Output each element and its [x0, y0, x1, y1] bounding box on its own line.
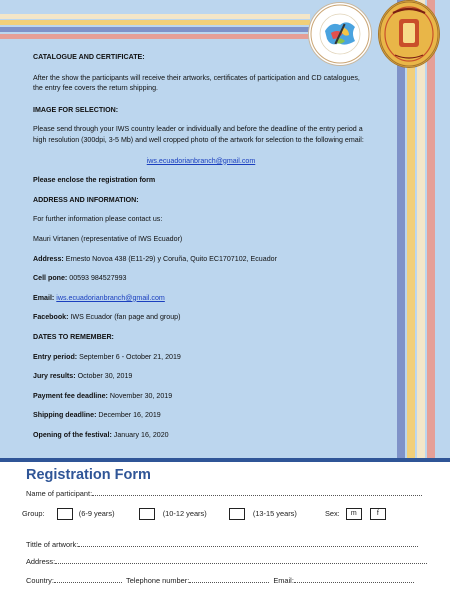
name-field[interactable]	[92, 488, 422, 496]
date-item	[33, 391, 369, 402]
email-label: Email:	[33, 293, 55, 302]
form-address-label: Address:	[26, 557, 56, 566]
date-item	[33, 410, 369, 421]
stripe	[407, 0, 415, 458]
name-label: Name of participant:	[26, 489, 93, 498]
stripe	[0, 20, 310, 25]
stripe	[0, 34, 310, 39]
artwork-label: Tittle of artwork:	[26, 540, 79, 549]
enclose-note: Please enclose the registration form	[33, 176, 156, 185]
group-row	[22, 508, 386, 520]
selection-text: Please send through your IWS country leader or individually and before the deadline of the entry period a high resolution (300dpi, 3-5 Mb) and well cropped photo of the artwork for selection to the following email:	[33, 125, 364, 144]
date-value: November 30, 2019	[107, 391, 173, 400]
form-top-border	[0, 458, 450, 462]
artwork-row	[26, 539, 418, 549]
facebook-label: Facebook:	[33, 313, 69, 322]
telephone-label: Telephone number:	[126, 576, 190, 585]
sex-option-m[interactable]: m	[346, 508, 362, 520]
date-label: Opening of the festival:	[33, 430, 112, 439]
form-title: Registration Form	[26, 467, 151, 483]
dates-heading: DATES TO REMEMBER:	[33, 332, 114, 341]
selection-email-line	[33, 156, 369, 167]
address-field[interactable]	[55, 556, 427, 564]
email-line	[33, 293, 369, 304]
catalogue-text: After the show the participants will receive their artworks, certificates of participation and CD catalogues, the entry fee covers the return shipping.	[33, 73, 360, 93]
stripe	[397, 0, 405, 458]
date-item	[33, 430, 369, 441]
country-label: Country:	[26, 576, 54, 585]
date-label: Payment fee deadline:	[33, 391, 108, 400]
sex-option-f[interactable]: f	[370, 508, 386, 520]
sex-label: Sex:	[324, 508, 340, 518]
phone-line	[33, 273, 369, 284]
facebook-line	[33, 312, 369, 323]
group-checkbox-10-12[interactable]	[139, 508, 155, 520]
group-option-label: (13-15 years)	[252, 508, 297, 518]
date-value: January 16, 2020	[111, 430, 169, 439]
date-label: Jury results:	[33, 372, 76, 381]
selection-email-link[interactable]: iws.ecuadorianbranch@gmail.com	[146, 156, 256, 165]
phone-label: Cell pone:	[33, 274, 68, 283]
date-value: December 16, 2019	[96, 411, 161, 420]
country-field[interactable]	[54, 575, 122, 583]
date-item	[33, 352, 369, 363]
date-value: September 6 - October 21, 2019	[77, 352, 181, 361]
stripe	[0, 27, 310, 32]
date-value: October 30, 2019	[75, 372, 133, 381]
name-row	[26, 488, 422, 498]
address-row	[26, 556, 427, 566]
artwork-field[interactable]	[78, 539, 418, 547]
address-value: Ernesto Novoa 438 (E11-29) y Coruña, Quito EC1707102, Ecuador	[63, 254, 277, 263]
address-line	[33, 254, 369, 265]
telephone-field[interactable]	[189, 575, 269, 583]
group-label: Group:	[22, 508, 45, 518]
catalogue-heading: CATALOGUE AND CERTIFICATE:	[33, 53, 145, 61]
group-checkbox-6-9[interactable]	[57, 508, 73, 520]
group-option-label: (10-12 years)	[162, 508, 207, 518]
date-label: Shipping deadline:	[33, 411, 97, 420]
date-label: Entry period:	[33, 352, 78, 361]
group-checkbox-13-15[interactable]	[229, 508, 245, 520]
festival-seal-icon	[378, 0, 440, 68]
facebook-value: IWS Ecuador (fan page and group)	[68, 313, 181, 322]
group-option-label: (6-9 years)	[78, 508, 115, 518]
selection-heading: IMAGE FOR SELECTION:	[33, 105, 119, 114]
info-content	[33, 52, 369, 440]
stripe	[417, 0, 425, 458]
stripe	[0, 14, 310, 19]
date-item	[33, 371, 369, 382]
phone-value: 00593 984527993	[67, 274, 127, 283]
form-email-label: Email:	[273, 576, 294, 585]
contact-person: Mauri Virtanen (representative of IWS Ecuador)	[33, 234, 183, 243]
address-intro: For further information please contact us:	[33, 215, 163, 224]
address-heading: ADDRESS AND INFORMATION:	[33, 195, 139, 204]
contact-row	[26, 575, 414, 585]
address-label: Address:	[33, 254, 64, 263]
email-link[interactable]: iws.ecuadorianbranch@gmail.com	[56, 293, 165, 302]
email-field[interactable]	[294, 575, 414, 583]
stripe	[427, 0, 435, 458]
